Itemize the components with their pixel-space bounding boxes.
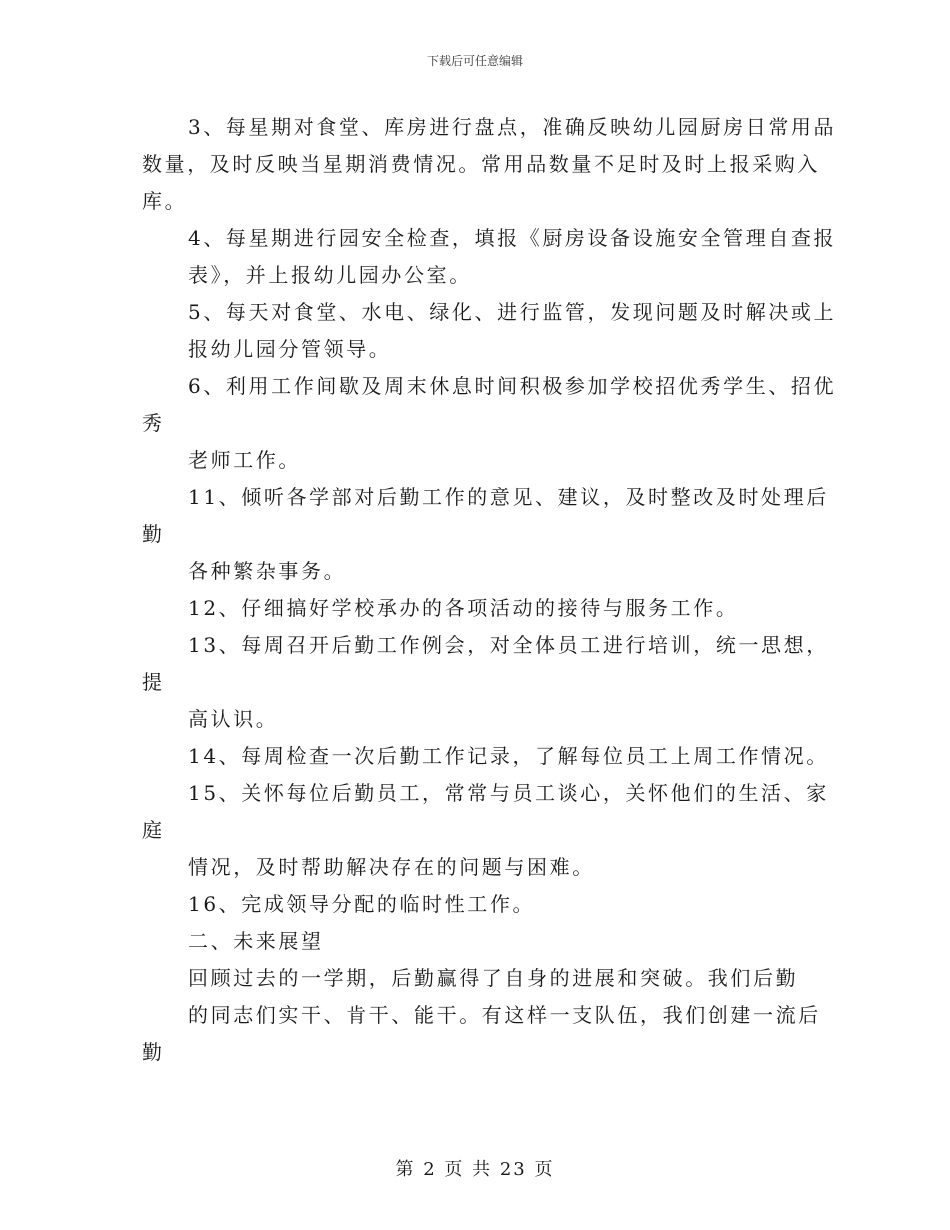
text-line: 各种繁杂事务。 <box>188 559 347 583</box>
text-line: 3、每星期对食堂、库房进行盘点，准确反映幼儿园厨房日常用品 <box>188 115 837 139</box>
section-heading: 二、未来展望 <box>188 929 324 953</box>
page-footer: 第 2 页 共 23 页 <box>395 1159 555 1180</box>
text-line: 库。 <box>142 189 188 213</box>
text-line: 15、关怀每位后勤员工，常常与员工谈心，关怀他们的生活、家 <box>188 781 829 805</box>
text-line: 表》，并上报幼儿园办公室。 <box>188 263 472 287</box>
text-line: 16、完成领导分配的临时性工作。 <box>188 892 536 916</box>
text-line: 14、每周检查一次后勤工作记录，了解每位员工上周工作情况。 <box>188 744 829 768</box>
text-line: 回顾过去的一学期，后勤赢得了自身的进展和突破。我们后勤 <box>188 966 799 990</box>
page-header: 下载后可任意编辑 <box>426 54 523 68</box>
text-line: 4、每星期进行园安全检查，填报《厨房设备设施安全管理自查报 <box>188 226 837 250</box>
text-line: 情况，及时帮助解决存在的问题与困难。 <box>188 855 595 879</box>
text-line: 11、倾听各学部对后勤工作的意见、建议，及时整改及时处理后 <box>188 485 829 509</box>
text-line: 13、每周召开后勤工作例会，对全体员工进行培训，统一思想， <box>188 633 829 657</box>
text-line: 勤 <box>142 1040 165 1064</box>
text-line: 老师工作。 <box>188 448 301 472</box>
text-line: 数量，及时反映当星期消费情况。常用品数量不足时及时上报采购入 <box>142 152 820 176</box>
text-line: 6、利用工作间歇及周末休息时间积极参加学校招优秀学生、招优 <box>188 374 837 398</box>
text-line: 报幼儿园分管领导。 <box>188 337 392 361</box>
text-line: 5、每天对食堂、水电、绿化、进行监管，发现问题及时解决或上 <box>188 300 837 324</box>
text-line: 勤 <box>142 522 165 546</box>
text-line: 高认识。 <box>188 707 279 731</box>
text-line: 秀 <box>142 411 165 435</box>
text-line: 的同志们实干、肯干、能干。有这样一支队伍，我们创建一流后 <box>188 1003 821 1027</box>
text-line: 提 <box>142 670 165 694</box>
text-line: 庭 <box>142 818 165 842</box>
text-line: 12、仔细搞好学校承办的各项活动的接待与服务工作。 <box>188 596 739 620</box>
